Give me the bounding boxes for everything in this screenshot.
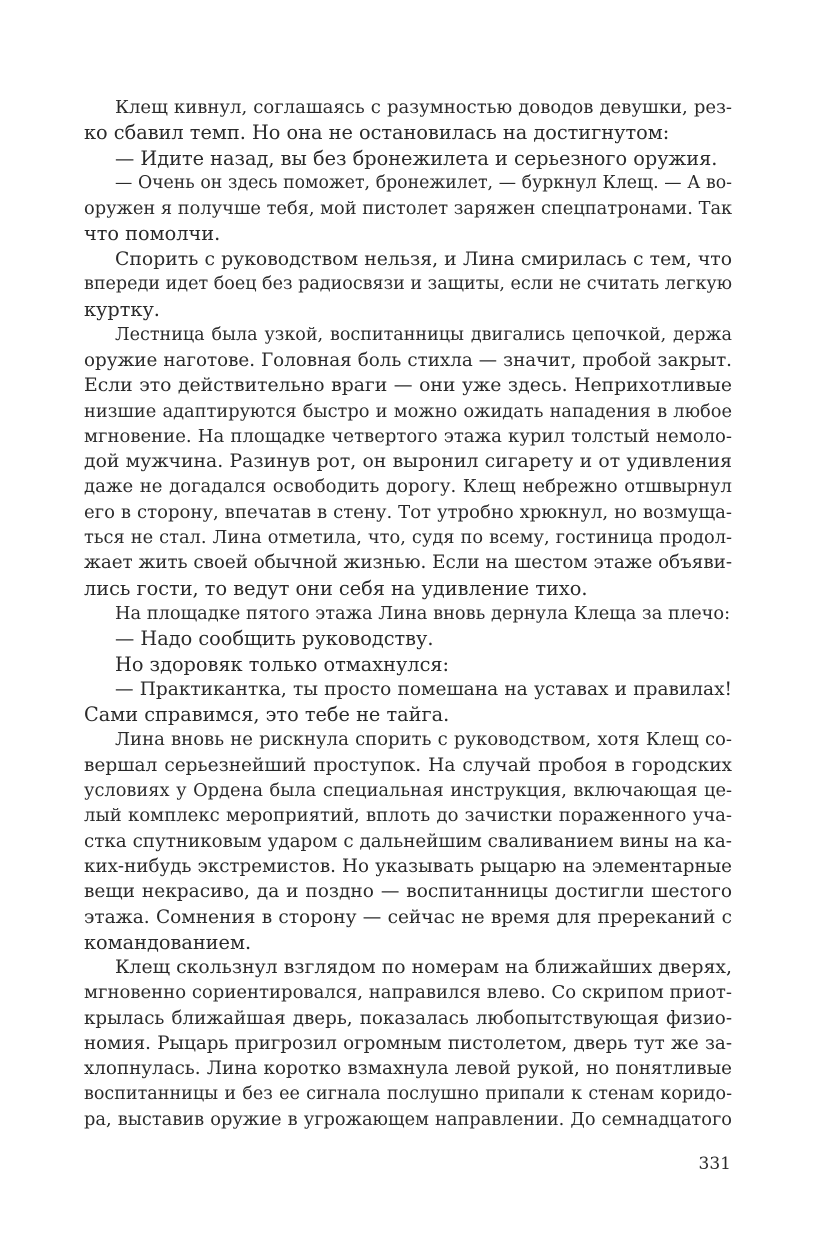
text-line: ра, выставив оружие в угрожающем направлении. До семнадцатого: [84, 1108, 732, 1130]
text-line: Если это действительно враги — они уже здесь. Неприхотливые: [84, 375, 732, 397]
text-line: что помолчи.: [84, 222, 221, 246]
text-line: оружие наготове. Головная боль стихла — значит, пробой закрыт.: [84, 349, 732, 371]
text-line: Но здоровяк только отмахнулся:: [115, 652, 450, 676]
text-line: Лина вновь не рискнула спорить с руководством, хотя Клещ со-: [115, 729, 732, 751]
text-line: Клещ скользнул взглядом по номерам на ближайших дверях,: [115, 957, 732, 979]
text-line: командованием.: [84, 930, 252, 954]
text-line: — Надо сообщить руководству.: [115, 627, 434, 651]
text-line: — Очень он здесь поможет, бронежилет, — буркнул Клещ. — А во-: [115, 172, 732, 193]
text-line: дой мужчина. Разинув рот, он выронил сигарету и от удивления: [84, 451, 732, 473]
text-line: условиях у Ордена была специальная инструкция, включающая це-: [84, 780, 732, 802]
text-line: лись гости, то ведут они себя на удивление тихо.: [84, 576, 588, 600]
text-line: вещи некрасиво, да и поздно — воспитанницы достигли шестого: [84, 881, 732, 903]
text-line: вершал серьезнейший проступок. На случай пробоя в городских: [84, 754, 732, 776]
text-line: крылась ближайшая дверь, показалась любопытствующая физио-: [84, 1007, 732, 1029]
text-line: лый комплекс мероприятий, вплоть до зачистки пораженного уча-: [84, 805, 732, 827]
text-line: даже не догадался освободить дорогу. Клещ небрежно отшвырнул: [84, 476, 732, 498]
text-line: Лестница была узкой, воспитанницы двигались цепочкой, держа: [115, 324, 732, 345]
text-line: оружен я получше тебя, мой пистолет заряжен спецпатронами. Так: [84, 198, 732, 220]
text-line: мгновенно сориентировался, направился влево. Со скрипом приот-: [84, 982, 732, 1004]
text-line: воспитанницы и без ее сигнала послушно припали к стенам коридо-: [84, 1083, 732, 1104]
text-line: На площадке пятого этажа Лина вновь дернула Клеща за плечо:: [115, 602, 731, 624]
text-line: куртку.: [84, 298, 160, 322]
text-line: ться не стал. Лина отметила, что, судя по всему, гостиница продол-: [84, 527, 732, 549]
text-line: — Идите назад, вы без бронежилета и серьезного оружия.: [115, 146, 718, 170]
text-line: Спорить с руководством нельзя, и Лина смирилась с тем, что: [115, 248, 732, 270]
text-line: Сами справимся, это тебе не тайга.: [84, 703, 450, 727]
text-line: низшие адаптируются быстро и можно ожидать нападения в любое: [84, 400, 732, 422]
text-line: стка спутниковым ударом с дальнейшим сваливанием вины на ка-: [84, 830, 732, 852]
text-line: впереди идет боец без радиосвязи и защиты, если не считать легкую: [84, 274, 732, 295]
text-line: — Практикантка, ты просто помешана на уставах и правилах!: [115, 678, 732, 700]
text-line: ко сбавил темп. Но она не остановилась на достигнутом:: [84, 121, 670, 145]
text-line: ких-нибудь экстремистов. Но указывать рыцарю на элементарные: [84, 855, 732, 877]
text-line: этажа. Сомнения в сторону — сейчас не время для пререканий с: [84, 906, 732, 928]
text-line: жает жить своей обычной жизнью. Если на шестом этаже объяви-: [84, 552, 732, 574]
text-line: Клещ кивнул, соглашаясь с разумностью доводов девушки, рез-: [115, 97, 732, 118]
text-line: хлопнулась. Лина коротко взмахнула левой рукой, но понятливые: [84, 1058, 732, 1080]
text-line: номия. Рыцарь пригрозил огромным пистолетом, дверь тут же за-: [84, 1032, 732, 1054]
body-text: [84, 95, 732, 1132]
text-line: его в сторону, впечатав в стену. Тот утробно хрюкнул, но возмуща-: [84, 501, 732, 523]
text-line: мгновение. На площадке четвертого этажа курил толстый немоло-: [84, 425, 732, 447]
page-number: 331: [698, 1154, 731, 1174]
